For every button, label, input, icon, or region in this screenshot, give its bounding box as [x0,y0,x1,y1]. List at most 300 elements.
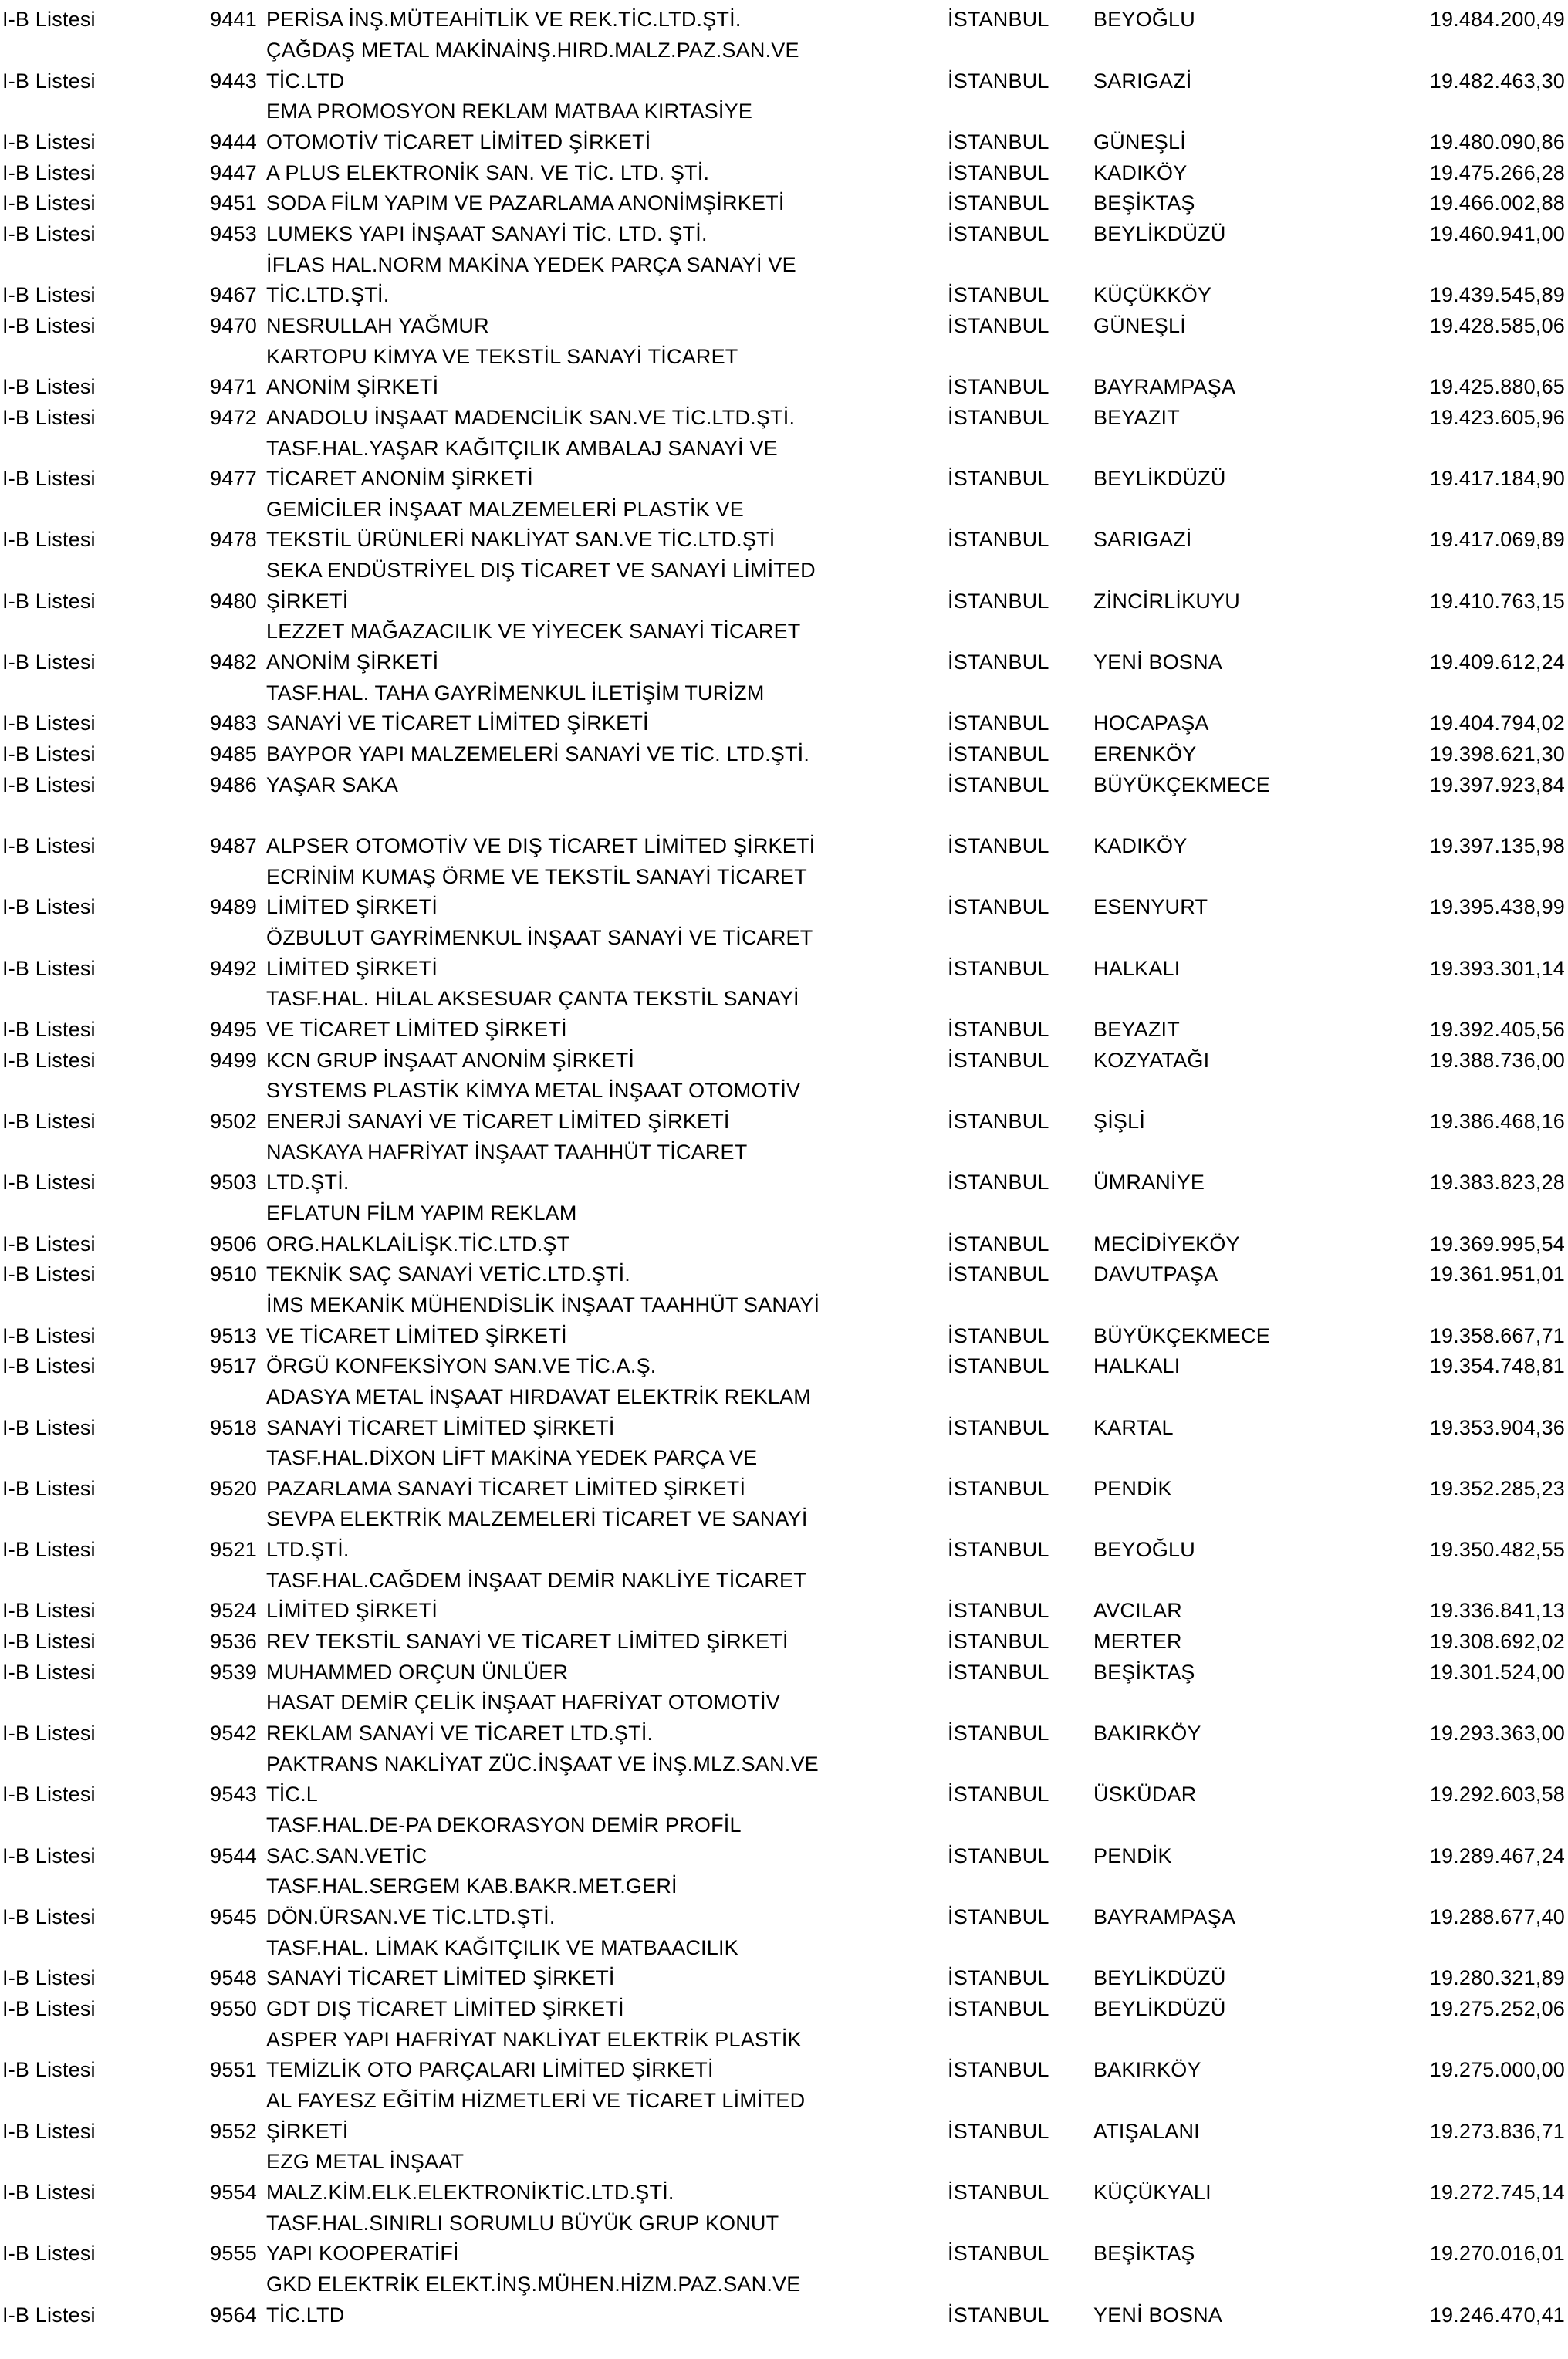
list-row-continuation [0,96,1568,127]
row-number: 9478 [210,528,257,552]
list-row [0,1474,1568,1505]
company-name: ŞİRKETİ [266,589,349,613]
city-cell: İSTANBUL [948,895,1049,919]
company-name: TİC.LTD [266,2303,345,2327]
list-label: I-B Listesi [2,313,96,337]
city-cell: İSTANBUL [948,2242,1049,2266]
district-cell: KÜÇÜKKÖY [1093,283,1212,307]
company-name: EMA PROMOSYON REKLAM MATBAA KIRTASİYE [266,100,753,123]
list-label: I-B Listesi [2,1966,96,1990]
list-row-continuation [0,678,1568,708]
row-number: 9539 [210,1660,257,1684]
district-cell: SARIGAZİ [1093,528,1192,552]
district-cell: HALKALI [1093,956,1181,980]
row-number: 9485 [210,742,257,766]
company-name: LTD.ŞTİ. [266,1171,350,1195]
company-name: TEKSTİL ÜRÜNLERİ NAKLİYAT SAN.VE TİC.LTD.ŞTİ [266,528,776,552]
company-name: REV TEKSTİL SANAYİ VE TİCARET LİMİTED ŞİRKETİ [266,1630,789,1654]
row-number: 9470 [210,313,257,337]
list-row [0,1320,1568,1351]
company-name: DÖN.ÜRSAN.VE TİC.LTD.ŞTİ. [266,1905,556,1929]
amount-cell: 19.393.301,14 [1429,956,1565,980]
amount-cell: 19.301.524,00 [1429,1660,1565,1684]
company-name: ORG.HALKLAİLİŞK.TİC.LTD.ŞT [266,1232,570,1256]
company-name: TASF.HAL.CAĞDEM İNŞAAT DEMİR NAKLİYE TİCARET [266,1568,806,1592]
company-name: ADASYA METAL İNŞAAT HIRDAVAT ELEKTRİK REKLAM [266,1384,811,1408]
city-cell: İSTANBUL [948,161,1049,184]
list-row-continuation [0,2086,1568,2117]
list-label: I-B Listesi [2,8,96,32]
company-name: NESRULLAH YAĞMUR [266,313,489,337]
company-name: PAKTRANS NAKLİYAT ZÜC.İNŞAAT VE İNŞ.MLZ.SAN.VE [266,1752,819,1776]
list-label: I-B Listesi [2,956,96,980]
city-cell: İSTANBUL [948,1415,1049,1439]
city-cell: İSTANBUL [948,1048,1049,1072]
list-row-continuation [0,1749,1568,1779]
company-name: BAYPOR YAPI MALZEMELERİ SANAYİ VE TİC. LTD.ŞTİ. [266,742,810,766]
company-name: TASF.HAL. HİLAL AKSESUAR ÇANTA TEKSTİL SANAYİ [266,987,799,1011]
district-cell: ŞİŞLİ [1093,1109,1146,1133]
row-number: 9477 [210,467,257,491]
row-number: 9521 [210,1538,257,1562]
company-name: OTOMOTİV TİCARET LİMİTED ŞİRKETİ [266,130,651,154]
amount-cell: 19.439.545,89 [1429,283,1565,307]
list-row-continuation [0,1290,1568,1321]
list-row [0,1840,1568,1871]
amount-cell: 19.361.951,01 [1429,1262,1565,1286]
city-cell: İSTANBUL [948,1630,1049,1654]
district-cell: ÜMRANİYE [1093,1171,1205,1195]
row-number: 9489 [210,895,257,919]
list-label: I-B Listesi [2,528,96,552]
company-name: İFLAS HAL.NORM MAKİNA YEDEK PARÇA SANAYİ VE [266,252,796,276]
amount-cell: 19.386.468,16 [1429,1109,1565,1133]
company-name: ASPER YAPI HAFRİYAT NAKLİYAT ELEKTRİK PLASTİK [266,2027,802,2051]
list-row-continuation [0,1382,1568,1413]
list-label: I-B Listesi [2,2303,96,2327]
city-cell: İSTANBUL [948,283,1049,307]
row-number: 9520 [210,1476,257,1500]
company-name: YAPI KOOPERATİFİ [266,2242,459,2266]
amount-cell: 19.308.692,02 [1429,1630,1565,1654]
company-name: LİMİTED ŞİRKETİ [266,895,438,919]
list-row [0,1229,1568,1259]
amount-cell: 19.466.002,88 [1429,191,1565,215]
amount-cell: 19.280.321,89 [1429,1966,1565,1990]
list-row-continuation [0,2269,1568,2300]
list-label: I-B Listesi [2,405,96,429]
list-label: I-B Listesi [2,2180,96,2204]
district-cell: BAYRAMPAŞA [1093,1905,1236,1929]
district-cell: KARTAL [1093,1415,1174,1439]
list-row [0,157,1568,188]
row-number: 9545 [210,1905,257,1929]
list-row [0,647,1568,678]
city-cell: İSTANBUL [948,467,1049,491]
district-cell: SARIGAZİ [1093,69,1192,93]
row-number: 9564 [210,2303,257,2327]
list-label: I-B Listesi [2,1996,96,2020]
row-number: 9443 [210,69,257,93]
company-name: TASF.HAL.SINIRLI SORUMLU BÜYÜK GRUP KONUT [266,2211,779,2235]
row-number: 9524 [210,1599,257,1623]
amount-cell: 19.410.763,15 [1429,589,1565,613]
list-row [0,2239,1568,2269]
company-name: KARTOPU KİMYA VE TEKSTİL SANAYİ TİCARET [266,344,738,368]
list-row [0,188,1568,219]
list-label: I-B Listesi [2,283,96,307]
row-number: 9555 [210,2242,257,2266]
city-cell: İSTANBUL [948,772,1049,796]
list-row [0,892,1568,923]
list-row-continuation [0,249,1568,280]
company-name: SEVPA ELEKTRİK MALZEMELERİ TİCARET VE SANAYİ [266,1507,808,1531]
amount-cell: 19.480.090,86 [1429,130,1565,154]
row-number: 9503 [210,1171,257,1195]
city-cell: İSTANBUL [948,1538,1049,1562]
row-number: 9451 [210,191,257,215]
list-row [0,953,1568,984]
list-row [0,219,1568,250]
district-cell: BAYRAMPAŞA [1093,375,1236,399]
row-number: 9447 [210,161,257,184]
company-name: PERİSA İNŞ.MÜTEAHİTLİK VE REK.TİC.LTD.ŞTİ. [266,8,742,32]
list-row [0,1351,1568,1382]
list-label: I-B Listesi [2,1017,96,1041]
list-row [0,1015,1568,1046]
company-name: MUHAMMED ORÇUN ÜNLÜER [266,1660,569,1684]
amount-cell: 19.354.748,81 [1429,1354,1565,1378]
list-row-continuation [0,495,1568,526]
list-label: I-B Listesi [2,1415,96,1439]
list-row [0,280,1568,311]
list-label: I-B Listesi [2,221,96,245]
company-name: TASF.HAL. TAHA GAYRİMENKUL İLETİŞİM TURİZM [266,681,765,705]
list-row-continuation [0,2208,1568,2239]
company-name: TASF.HAL. LİMAK KAĞITÇILIK VE MATBAACILIK [266,1935,738,1959]
district-cell: ZİNCİRLİKUYU [1093,589,1240,613]
district-cell: BÜYÜKÇEKMECE [1093,772,1270,796]
city-cell: İSTANBUL [948,69,1049,93]
city-cell: İSTANBUL [948,2058,1049,2082]
row-number: 9554 [210,2180,257,2204]
list-row-continuation [0,1443,1568,1474]
list-row-continuation [0,1504,1568,1535]
company-name: TASF.HAL.DE-PA DEKORASYON DEMİR PROFİL [266,1813,742,1837]
list-label: I-B Listesi [2,772,96,796]
amount-cell: 19.460.941,00 [1429,221,1565,245]
list-row-continuation [0,617,1568,647]
row-number: 9492 [210,956,257,980]
city-cell: İSTANBUL [948,1171,1049,1195]
amount-cell: 19.288.677,40 [1429,1905,1565,1929]
amount-cell: 19.423.605,96 [1429,405,1565,429]
company-name: GEMİCİLER İNŞAAT MALZEMELERİ PLASTİK VE [266,497,744,521]
list-row [0,311,1568,342]
company-name: SANAYİ TİCARET LİMİTED ŞİRKETİ [266,1966,615,1990]
row-number: 9480 [210,589,257,613]
list-row-continuation [0,1688,1568,1719]
district-cell: KADIKÖY [1093,161,1188,184]
company-name: TİC.LTD.ŞTİ. [266,283,390,307]
list-row [0,708,1568,739]
list-row-continuation [0,35,1568,66]
list-row [0,1412,1568,1443]
city-cell: İSTANBUL [948,2303,1049,2327]
city-cell: İSTANBUL [948,1660,1049,1684]
company-name: SAC.SAN.VETİC [266,1844,427,1867]
company-name: A PLUS ELEKTRONİK SAN. VE TİC. LTD. ŞTİ. [266,161,710,184]
city-cell: İSTANBUL [948,1109,1049,1133]
amount-cell: 19.482.463,30 [1429,69,1565,93]
district-cell: MERTER [1093,1630,1182,1654]
city-cell: İSTANBUL [948,956,1049,980]
amount-cell: 19.275.000,00 [1429,2058,1565,2082]
list-label: I-B Listesi [2,130,96,154]
list-label: I-B Listesi [2,711,96,735]
row-number: 9510 [210,1262,257,1286]
company-name: ANONİM ŞİRKETİ [266,651,439,674]
amount-cell: 19.350.482,55 [1429,1538,1565,1562]
company-name: LUMEKS YAPI İNŞAAT SANAYİ TİC. LTD. ŞTİ. [266,221,708,245]
district-cell: YENİ BOSNA [1093,651,1223,674]
district-cell: GÜNEŞLİ [1093,130,1186,154]
amount-cell: 19.428.585,06 [1429,313,1565,337]
row-number: 9467 [210,283,257,307]
list-row [0,2055,1568,2086]
amount-cell: 19.417.069,89 [1429,528,1565,552]
row-number: 9548 [210,1966,257,1990]
list-label: I-B Listesi [2,2119,96,2143]
company-name: ÇAĞDAŞ METAL MAKİNAİNŞ.HIRD.MALZ.PAZ.SAN.VE [266,38,799,62]
city-cell: İSTANBUL [948,1966,1049,1990]
company-name: ÖZBULUT GAYRİMENKUL İNŞAAT SANAYİ VE TİCARET [266,926,813,950]
company-name: GDT DIŞ TİCARET LİMİTED ŞİRKETİ [266,1996,624,2020]
company-name: EZG METAL İNŞAAT [266,2150,465,2174]
list-row [0,1259,1568,1290]
amount-cell: 19.273.836,71 [1429,2119,1565,2143]
city-cell: İSTANBUL [948,1783,1049,1806]
list-row-continuation [0,1810,1568,1841]
company-name: KCN GRUP İNŞAAT ANONİM ŞİRKETİ [266,1048,635,1072]
company-name: SANAYİ VE TİCARET LİMİTED ŞİRKETİ [266,711,649,735]
city-cell: İSTANBUL [948,221,1049,245]
list-row [0,1168,1568,1198]
list-label: I-B Listesi [2,1538,96,1562]
district-cell: ATIŞALANI [1093,2119,1200,2143]
list-row [0,1535,1568,1566]
company-name: TİC.LTD [266,69,345,93]
amount-cell: 19.397.923,84 [1429,772,1565,796]
city-cell: İSTANBUL [948,1232,1049,1256]
row-number: 9487 [210,834,257,858]
company-name: TASF.HAL.SERGEM KAB.BAKR.MET.GERİ [266,1874,678,1898]
amount-cell: 19.246.470,41 [1429,2303,1565,2327]
list-label: I-B Listesi [2,1476,96,1500]
list-row [0,2116,1568,2147]
row-number: 9536 [210,1630,257,1654]
amount-cell: 19.353.904,36 [1429,1415,1565,1439]
list-row [0,2178,1568,2209]
row-number: 9551 [210,2058,257,2082]
company-name: LİMİTED ŞİRKETİ [266,956,438,980]
row-number: 9543 [210,1783,257,1806]
city-cell: İSTANBUL [948,1017,1049,1041]
list-label: I-B Listesi [2,834,96,858]
list-row-continuation [0,341,1568,372]
list-label: I-B Listesi [2,742,96,766]
list-label: I-B Listesi [2,1171,96,1195]
district-cell: BEYOĞLU [1093,1538,1195,1562]
list-label: I-B Listesi [2,69,96,93]
row-number: 9495 [210,1017,257,1041]
company-name: TEMİZLİK OTO PARÇALARI LİMİTED ŞİRKETİ [266,2058,714,2082]
company-name: HASAT DEMİR ÇELİK İNŞAAT HAFRİYAT OTOMOTİV [266,1691,781,1715]
city-cell: İSTANBUL [948,528,1049,552]
city-cell: İSTANBUL [948,1354,1049,1378]
list-row-continuation [0,861,1568,892]
list-label: I-B Listesi [2,2058,96,2082]
district-cell: BEYAZIT [1093,405,1180,429]
row-number: 9453 [210,221,257,245]
district-cell: ESENYURT [1093,895,1208,919]
district-cell: BEYLİKDÜZÜ [1093,1966,1226,1990]
list-row [0,769,1568,800]
row-number: 9542 [210,1722,257,1746]
list-label: I-B Listesi [2,1660,96,1684]
amount-cell: 19.395.438,99 [1429,895,1565,919]
amount-cell: 19.409.612,24 [1429,651,1565,674]
list-row [0,66,1568,96]
list-label: I-B Listesi [2,1048,96,1072]
amount-cell: 19.293.363,00 [1429,1722,1565,1746]
city-cell: İSTANBUL [948,313,1049,337]
district-cell: BEŞİKTAŞ [1093,2242,1195,2266]
city-cell: İSTANBUL [948,405,1049,429]
district-cell: BAKIRKÖY [1093,2058,1201,2082]
district-cell: AVCILAR [1093,1599,1182,1623]
list-label: I-B Listesi [2,2242,96,2266]
list-row-continuation [0,2147,1568,2178]
city-cell: İSTANBUL [948,130,1049,154]
list-label: I-B Listesi [2,1722,96,1746]
city-cell: İSTANBUL [948,1262,1049,1286]
city-cell: İSTANBUL [948,1722,1049,1746]
company-name: ÖRGÜ KONFEKSİYON SAN.VE TİC.A.Ş. [266,1354,657,1378]
city-cell: İSTANBUL [948,651,1049,674]
list-row-continuation [0,1932,1568,1963]
list-row [0,586,1568,617]
amount-cell: 19.272.745,14 [1429,2180,1565,2204]
city-cell: İSTANBUL [948,8,1049,32]
amount-cell: 19.398.621,30 [1429,742,1565,766]
company-name: TİCARET ANONİM ŞİRKETİ [266,467,533,491]
list-label: I-B Listesi [2,651,96,674]
company-name: LEZZET MAĞAZACILIK VE YİYECEK SANAYİ TİCARET [266,620,801,644]
row-number: 9518 [210,1415,257,1439]
row-number: 9441 [210,8,257,32]
list-label: I-B Listesi [2,1783,96,1806]
district-cell: ÜSKÜDAR [1093,1783,1197,1806]
list-label: I-B Listesi [2,191,96,215]
amount-cell: 19.292.603,58 [1429,1783,1565,1806]
row-number: 9550 [210,1996,257,2020]
company-name: ŞİRKETİ [266,2119,349,2143]
district-cell: BÜYÜKÇEKMECE [1093,1323,1270,1347]
district-cell: KADIKÖY [1093,834,1188,858]
city-cell: İSTANBUL [948,1844,1049,1867]
district-cell: BEŞİKTAŞ [1093,191,1195,215]
company-name: AL FAYESZ EĞİTİM HİZMETLERİ VE TİCARET LİMİTED [266,2088,806,2112]
amount-cell: 19.289.467,24 [1429,1844,1565,1867]
amount-cell: 19.336.841,13 [1429,1599,1565,1623]
row-number: 9502 [210,1109,257,1133]
company-name: PAZARLAMA SANAYİ TİCARET LİMİTED ŞİRKETİ [266,1476,746,1500]
list-row [0,1107,1568,1137]
district-cell: BEYAZIT [1093,1017,1180,1041]
city-cell: İSTANBUL [948,1996,1049,2020]
district-cell: BEŞİKTAŞ [1093,1660,1195,1684]
company-name: SEKA ENDÜSTRİYEL DIŞ TİCARET VE SANAYİ LİMİTED [266,559,816,583]
amount-cell: 19.270.016,01 [1429,2242,1565,2266]
list-row-continuation [0,1137,1568,1168]
district-cell: ERENKÖY [1093,742,1197,766]
list-row-continuation [0,1871,1568,1902]
list-row [0,1627,1568,1658]
amount-cell: 19.475.266,28 [1429,161,1565,184]
list-row [0,739,1568,770]
list-label: I-B Listesi [2,375,96,399]
city-cell: İSTANBUL [948,1905,1049,1929]
company-name: VE TİCARET LİMİTED ŞİRKETİ [266,1017,567,1041]
list-row [0,1994,1568,2025]
company-name: GKD ELEKTRİK ELEKT.İNŞ.MÜHEN.HİZM.PAZ.SAN.VE [266,2272,801,2296]
city-cell: İSTANBUL [948,375,1049,399]
list-row [0,372,1568,403]
row-number: 9544 [210,1844,257,1867]
company-name: TEKNİK SAÇ SANAYİ VETİC.LTD.ŞTİ. [266,1262,630,1286]
list-label: I-B Listesi [2,1599,96,1623]
list-label: I-B Listesi [2,895,96,919]
amount-cell: 19.383.823,28 [1429,1171,1565,1195]
list-label: I-B Listesi [2,589,96,613]
district-cell: KOZYATAĞI [1093,1048,1210,1072]
district-cell: PENDİK [1093,1844,1172,1867]
list-row [0,831,1568,862]
list-row-continuation [0,2024,1568,2055]
row-number: 9472 [210,405,257,429]
district-cell: BEYLİKDÜZÜ [1093,221,1226,245]
district-cell: YENİ BOSNA [1093,2303,1223,2327]
company-name: SYSTEMS PLASTİK KİMYA METAL İNŞAAT OTOMOTİV [266,1079,801,1103]
list-row [0,464,1568,495]
district-cell: HALKALI [1093,1354,1181,1378]
list-row [0,1596,1568,1627]
company-name: ENERJİ SANAYİ VE TİCARET LİMİTED ŞİRKETİ [266,1109,730,1133]
company-name: REKLAM SANAYİ VE TİCARET LTD.ŞTİ. [266,1722,654,1746]
company-name: LİMİTED ŞİRKETİ [266,1599,438,1623]
city-cell: İSTANBUL [948,2119,1049,2143]
company-name: NASKAYA HAFRİYAT İNŞAAT TAAHHÜT TİCARET [266,1140,748,1164]
list-row-continuation [0,984,1568,1015]
row-number: 9513 [210,1323,257,1347]
company-name: TİC.L [266,1783,319,1806]
row-number: 9444 [210,130,257,154]
city-cell: İSTANBUL [948,191,1049,215]
city-cell: İSTANBUL [948,1476,1049,1500]
list-label: I-B Listesi [2,1232,96,1256]
list-label: I-B Listesi [2,1844,96,1867]
